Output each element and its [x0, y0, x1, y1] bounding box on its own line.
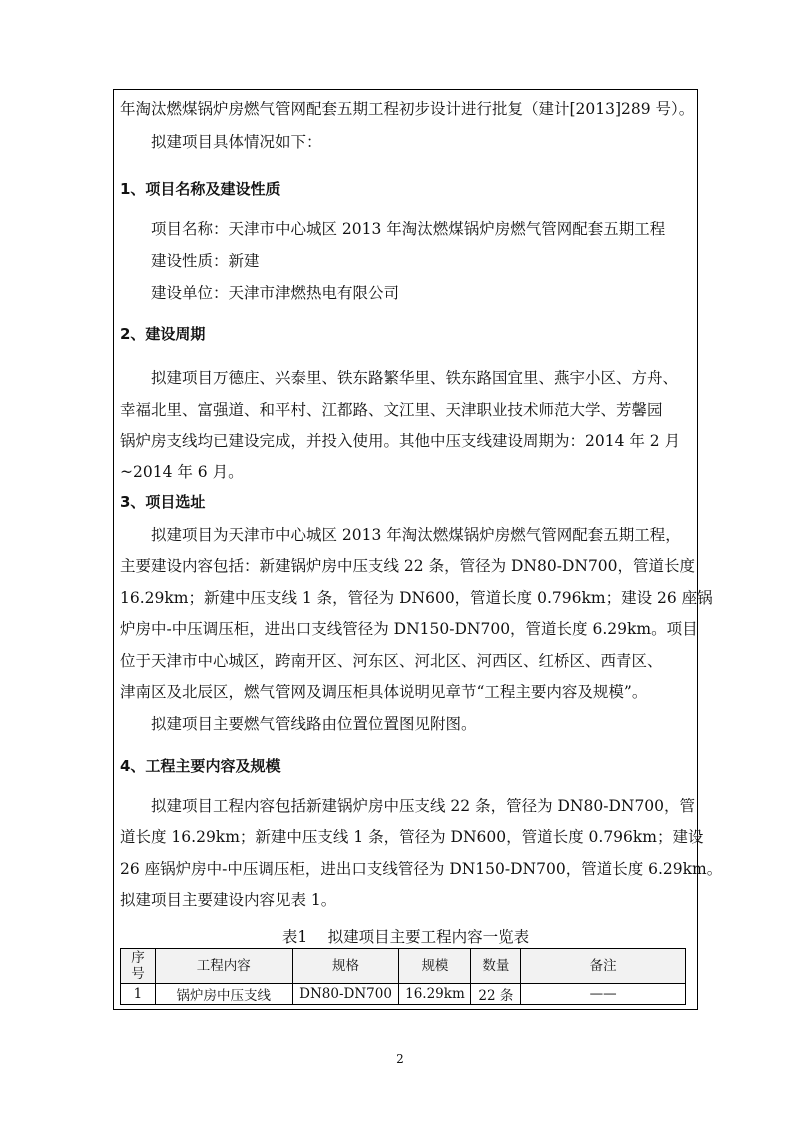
- text-line: 拟建项目具体情况如下：: [151, 133, 322, 151]
- text-line: 年淘汰燃煤锅炉房燃气管网配套五期工程初步设计进行批复（建计[2013]289 号）。: [120, 100, 695, 118]
- text-line: 锅炉房支线均已建设完成，并投入使用。其他中压支线建设周期为：2014 年 2 月: [120, 432, 681, 450]
- text-line: 道长度 16.29km；新建中压支线 1 条，管径为 DN600，管道长度 0.796km；建设: [120, 828, 704, 846]
- text-line: 拟建项目主要建设内容见表 1。: [120, 891, 337, 909]
- table-row: [121, 984, 686, 1005]
- project-name-line: 项目名称：天津市中心城区 2013 年淘汰燃煤锅炉房燃气管网配套五期工程: [151, 220, 666, 238]
- page-number: 2: [396, 1052, 404, 1066]
- header-quantity: 数量: [471, 949, 521, 984]
- text-line: 主要建设内容包括：新建锅炉房中压支线 22 条，管径为 DN80-DN700，管道长度: [120, 557, 696, 575]
- table-caption: 表1 拟建项目主要工程内容一览表: [281, 928, 530, 946]
- section-heading-1: 1、项目名称及建设性质: [120, 180, 281, 198]
- cell-scale: 16.29km: [399, 984, 471, 1005]
- cell-index: 1: [121, 984, 156, 1005]
- text-line: 拟建项目为天津市中心城区 2013 年淘汰燃煤锅炉房燃气管网配套五期工程，: [151, 526, 681, 544]
- cell-quantity: 22 条: [471, 984, 521, 1005]
- section-heading-4: 4、工程主要内容及规模: [120, 757, 281, 775]
- text-line: 拟建项目万德庄、兴泰里、铁东路繁华里、铁东路国宜里、燕宇小区、方舟、: [151, 369, 679, 387]
- section-heading-3: 3、项目选址: [120, 493, 206, 511]
- cell-spec: DN80-DN700: [292, 984, 399, 1005]
- text-line: 炉房中-中压调压柜，进出口支线管径为 DN150-DN700，管道长度 6.29km。项目: [120, 620, 698, 638]
- table-header-row: [121, 949, 686, 984]
- header-content: 工程内容: [155, 949, 292, 984]
- header-scale: 规模: [399, 949, 471, 984]
- section-heading-2: 2、建设周期: [120, 325, 206, 343]
- header-spec: 规格: [292, 949, 399, 984]
- text-line: 16.29km；新建中压支线 1 条，管径为 DN600，管道长度 0.796km；建设 26 座锅: [120, 589, 713, 607]
- text-line: 拟建项目工程内容包括新建锅炉房中压支线 22 条，管径为 DN80-DN700，管: [151, 797, 696, 815]
- text-line: ~2014 年 6 月。: [120, 463, 244, 481]
- text-line: 幸福北里、富强道、和平村、江都路、文江里、天津职业技术师范大学、芳馨园: [120, 401, 663, 419]
- header-index: 序 号: [121, 949, 156, 984]
- project-content-table: [120, 948, 686, 1005]
- header-remarks: 备注: [521, 949, 686, 984]
- text-line: 26 座锅炉房中-中压调压柜，进出口支线管径为 DN150-DN700，管道长度 6.29km。: [120, 860, 723, 878]
- construction-unit-line: 建设单位：天津市津燃热电有限公司: [151, 284, 400, 302]
- text-line: 拟建项目主要燃气管线路由位置位置图见附图。: [151, 715, 477, 733]
- cell-content: 锅炉房中压支线: [155, 984, 292, 1005]
- text-line: 位于天津市中心城区，跨南开区、河东区、河北区、河西区、红桥区、西青区、: [120, 652, 663, 670]
- cell-remarks: ——: [521, 984, 686, 1005]
- text-line: 津南区及北辰区，燃气管网及调压柜具体说明见章节“工程主要内容及规模”。: [120, 683, 648, 701]
- construction-nature-line: 建设性质：新建: [151, 252, 260, 270]
